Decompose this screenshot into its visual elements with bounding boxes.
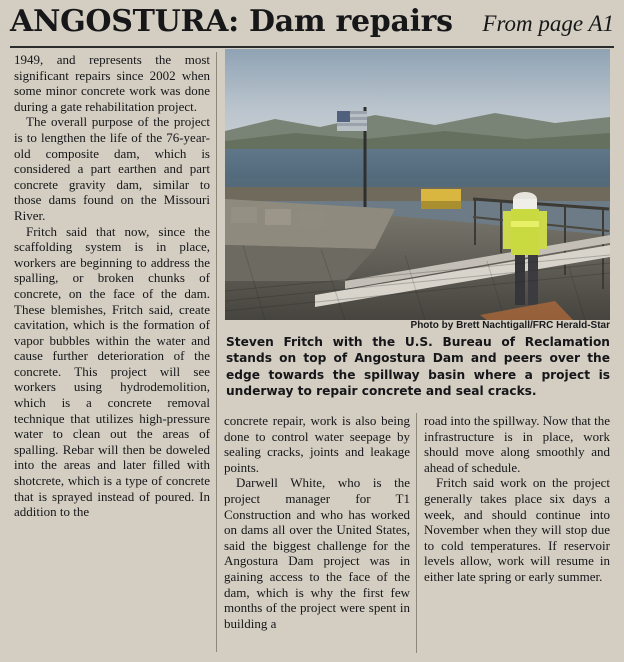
page-title: ANGOSTURA: Dam repairs — [10, 4, 453, 39]
column-divider-1 — [216, 52, 217, 652]
article-column-1 — [14, 52, 210, 652]
paragraph: Darwell White, who is the project manager for T1 Construction and who has worked on dams all over the United States, said the biggest challenge for the Angostura Dam project was in gaining access to the face of the dam, which is why the first few months of the project were spent in building a — [224, 475, 410, 631]
dam-photo-illustration — [225, 49, 610, 320]
paragraph: The overall purpose of the project is to lengthen the life of the 76-year-old composite dam, which is considered a part earthen and part concrete gravity dam, similar to those dams found on the Missouri River. — [14, 114, 210, 223]
paragraph: Fritch said that now, since the scaffolding system is in place, workers are beginning to address the spalling, or broken chunks of concrete, on the face of the dam. These blemishes, Fritch said, create cavitation, which is the formation of vapor bubbles within the water and cause further deterioration of the concrete. This project will see workers using hydrodemolition, which is a concrete removal technique that utilizes high-pressure water to clean out the areas of spalling. Rebar will then be doweled into the areas and later filled with shotcrete, which is a type of concrete that is sprayed instead of poured. In addition to the — [14, 223, 210, 520]
paragraph: 1949, and represents the most significant repairs since 2002 when some minor concrete work was done during a gate rehabilitation project. — [14, 52, 210, 114]
paragraph: road into the spillway. Now that the infrastructure is in place, work should move along smoothly and ahead of schedule. — [424, 413, 610, 475]
photo-caption: Steven Fritch with the U.S. Bureau of Reclamation stands on top of Angostura Dam and peers over the edge towards the spillway basin where a project is underway to repair concrete and seal cracks. — [226, 335, 610, 399]
article-photo — [225, 49, 610, 320]
article-column-2 — [224, 413, 410, 653]
column-divider-2 — [416, 413, 417, 653]
jump-line: From page A1 — [482, 11, 614, 36]
photo-credit: Photo by Brett Nachtigall/FRC Herald-Star — [410, 320, 610, 331]
paragraph: Fritch said work on the project generally takes place six days a week, and should continue into November when they will stop due to cold temperatures. If reservoir levels allow, work will resume in either late spring or early summer. — [424, 475, 610, 584]
paragraph: concrete repair, work is also being done to control water seepage by sealing cracks, joints and leakage points. — [224, 413, 410, 475]
masthead — [10, 6, 614, 48]
article-column-3 — [424, 413, 610, 653]
